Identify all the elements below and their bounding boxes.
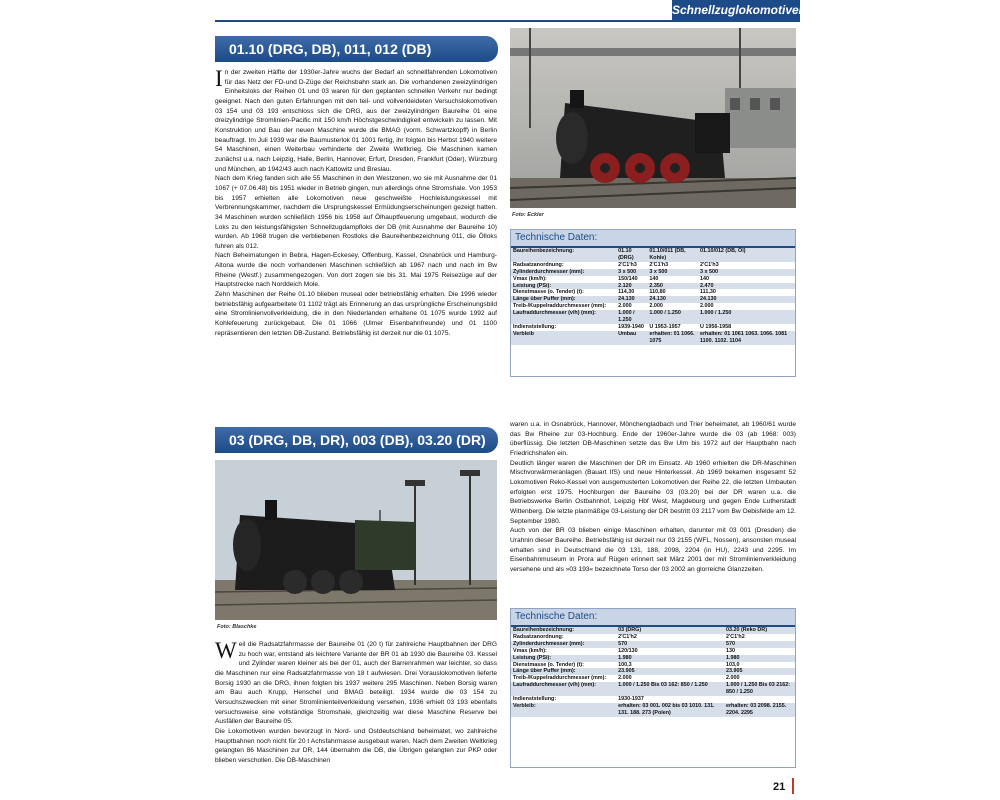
article2-title: 03 (DRG, DB, DR), 003 (DB), 03.20 (DR) [215,427,498,453]
table-label-cell: Verbleib: [511,703,616,717]
article2-para-2: Die Lokomotiven wurden bevorzugt in Nord- und Ostdeutschland beheimatet, wo zahlreiche Hauptbahnen noch nicht für 20 t Achsfahrmasse ausgebaut waren. Nach dem Zweiten Weltkrieg gelangten 86 Maschinen zur DR, 144 übernahm die DB, die Übrigen gelangten zur PKP oder blieben verschollen. Die DB-Maschinen [215,727,497,764]
table-value-cell: 01.10/011 (DB, Kohle) [647,248,698,262]
table-value-cell: 2'C1'h2 [616,634,724,641]
article2-text-right [510,420,796,575]
table-row [511,289,795,296]
table-label-cell: Länge über Puffer (mm): [511,296,616,303]
table-value-cell: 23.905 [724,668,795,675]
table-value-cell: 2'C1'h3 [698,262,795,269]
table-row [511,675,795,682]
table-value-cell: 3 x 500 [647,269,698,276]
page-number: 21 [773,781,786,793]
table-value-cell: 2.000 [647,303,698,310]
table-value-cell: 1.000 / 1.250 [616,310,647,324]
table-row [511,324,795,331]
table-row [511,648,795,655]
table-row [511,248,795,262]
article1-para-1: In der zweiten Hälfte der 1930er-Jahre wuchs der Bedarf an schnellfahrenden Lokomotiven für das Netz der FD-und D-Züge der Reichsbahn stark an. Die vorhandenen zweizylindrigen Einheitsloks der Reihen 01 und 03 waren für den geplanten schnellen Verkehr nur bedingt geeignet. Nach den guten Erfahrungen mit den teil- und vollverkleideten Versuchslokomotiven 03 154 und 03 193 entschloss sich die DRG, aus der zweizylindrigen Baureihe 01 eine dreizylindrige Stromlinien-Pacific mit 150 km/h Höchstgeschwindigkeit entwickeln zu lassen. Mit Konstruktion und Bau der neuen Maschine wurde die BMAG (vorm. Schwartzkopff) in Berlin beauftragt. Im Juli 1939 war die Baumusterlok 01 1001 fertig, ihr folgten bis Herbst 1940 weitere 54 Maschinen, einen Weiterbau verhinderte der Zweite Weltkrieg. Die Maschinen kamen zunächst u.a. nach Leipzig, Halle, Berlin, Hannover, Erfurt, Dresden, Frankfurt (Oder), Würzburg und München, ab 1942/43 auch nach Kattowitz und Breslau. [215,66,497,173]
table-value-cell: 2.470 [698,283,795,290]
table-row [511,703,795,717]
table-value-cell: 114,30 [616,289,647,296]
table-value-cell: 01.10/012 (DB, Öl) [698,248,795,262]
table-value-cell: 24.130 [616,296,647,303]
table-value-cell: U 1956-1958 [698,324,795,331]
photo-locomotive-03 [215,460,497,620]
dropcap-2: W [215,638,237,663]
tech-data-title-1: Technische Daten: [511,230,795,248]
table-label-cell: Treib-/Kuppelraddurchmesser (mm): [511,303,616,310]
table-label-cell: Zylinderdurchmesser (mm): [511,641,616,648]
table-value-cell: 1939-1940 [616,324,647,331]
table-row [511,627,795,634]
table-value-cell: 100,3 [616,662,724,669]
table-row [511,269,795,276]
table-value-cell: 1.000 / 1.250 [698,310,795,324]
table-value-cell: 2'C1'h3 [647,262,698,269]
dropcap: I [215,66,223,91]
table-label-cell: Vmax (km/h): [511,276,616,283]
photo2-caption: Foto: Blaschke [217,624,257,630]
table-value-cell: 1.980 [616,655,724,662]
table-label-cell: Laufraddurchmesser (v/h) (mm): [511,310,616,324]
table-value-cell: 2'C1'h2 [724,634,795,641]
article1-para-2: Nach dem Krieg fanden sich alle 55 Maschinen in den Westzonen, wo sie mit Ausnahme der 01 1067 (+ 07.06.48) bis 1951 wieder in Betrieb gingen, nun allerdings ohne Stromshale. Von 1953 bis 1957 erhielten alle Lokomotiven neue geschweißte Hochleistungskessel mit Verbrennungskammer, nachdem die Ursprungskessel Ermüdungserscheinungen gezeigt hatten. 34 Maschinen wurden schließlich 1956 bis 1958 auf Ölhauptfeuerung umgebaut, wodurch die Loks zu den leistungsfähigsten Schnellzugdampfloks der DB (mit Ausnahme der Baureihe 10) wurden. Ab 1968 trugen die verbliebenen Rostloks die Baureihenbezeichnung 011, die Ölloks fuhren als 012. [215,175,497,250]
table-row [511,310,795,324]
table-value-cell: 03 (DRG) [616,627,724,634]
section-header: Schnellzuglokomotiven [672,0,800,20]
table-value-cell: Umbau [616,331,647,345]
tech-data-grid-1 [511,248,795,345]
page-number-bar [792,778,794,794]
table-value-cell [724,696,795,703]
table-value-cell: 120/130 [616,648,724,655]
header-rule [215,20,800,22]
table-label-cell: Verbleib [511,331,616,345]
table-row [511,303,795,310]
table-value-cell: 1930-1937 [616,696,724,703]
table-value-cell: 111,30 [698,289,795,296]
table-value-cell: 2.000 [724,675,795,682]
table-label-cell: Dienstmasse (o. Tender) (t): [511,662,616,669]
table-row [511,634,795,641]
table-row [511,662,795,669]
tech-data-title-2: Technische Daten: [511,609,795,627]
table-label-cell: Baureihenbezeichnung: [511,627,616,634]
table-label-cell: Radsatzanordnung: [511,262,616,269]
table-value-cell: 140 [698,276,795,283]
table-value-cell: 570 [616,641,724,648]
table-label-cell: Länge über Puffer (mm): [511,668,616,675]
table-row [511,296,795,303]
table-label-cell: Leistung (PSi): [511,283,616,290]
table-value-cell: erhalten: 03 001. 002 bis 03 1010. 131. 131. 188. 273 (Polen) [616,703,724,717]
table-label-cell: Radsatzanordnung: [511,634,616,641]
table-row [511,331,795,345]
article2-para-4: Deutlich länger waren die Maschinen der DR im Einsatz. Ab 1960 erhielten die DR-Maschinen Mischvorwärmeranlagen (Bauart IfS) und neue Hinterkessel. Ab 1969 bekamen insgesamt 52 Lokomotiven Reko-Kessel von ausgemusterten Lokomotiven der Reihe 22, die letzten Umbauten erfolgten erst 1975. Hochburgen der Baureihe 03 (03.20) bei der DR waren u.a. die Betriebswerke Berlin Ostbahnhof, Leipzig Hbf West, Magdeburg und gegen Ende Lutherstadt Wittenberg. Die letzte planmäßige 03-Leistung der DR bestritt 03 2117 vom Bw Oebisfelde am 12. September 1980. [510,459,796,525]
table-value-cell: 1.000 / 1.250 Bis 03 2162: 850 / 1.250 [724,682,795,696]
table-value-cell: 23.905 [616,668,724,675]
table-label-cell: Dienstmasse (o. Tender) (t): [511,289,616,296]
table-value-cell: U 1953-1957 [647,324,698,331]
article1-para-3: Nach Beheimatungen in Bebra, Hagen-Eckesey, Offenburg, Kassel, Osnabrück und Hamburg-Altona wurde die noch vorhandenen Maschinen schließlich ab 1967 nach und nach im Bw Rheine (Westf.) zusammengezogen. Von dort zogen sie bis 31. Mai 1975 Reisezüge auf der Hauptstrecke nach Norddeich Mole. [215,252,497,289]
article1-para-4: Zehn Maschinen der Reihe 01.10 blieben museal oder betriebsfähig erhalten. Die 1996 wieder betriebsfähig aufgearbeitete 01 1102 trägt als Erinnerung an das ursprüngliche Erscheinungsbild eine Stromlinienvollverkleidung, die in den Niederlanden erhaltene 01 1075 wurde 1992 auf Kohlefeuerung zurückgebaut. Die 01 1066 (Ulmer Eisenbahnfreunde) und 01 1100 repräsentieren den letzten DB-Zustand. Betriebsfähig ist derzeit nur die 01 1075. [215,291,497,337]
table-value-cell: 2'C1'h3 [616,262,647,269]
photo1-caption: Foto: Eckler [512,212,544,218]
table-value-cell: 24.130 [647,296,698,303]
table-row [511,283,795,290]
table-value-cell: 2.000 [698,303,795,310]
table-label-cell: Laufraddurchmesser (v/h) (mm): [511,682,616,696]
table-label-cell: Baureihenbezeichnung: [511,248,616,262]
table-value-cell: 2.000 [616,675,724,682]
article2-para-5: Auch von der BR 03 blieben einige Maschinen erhalten, darunter mit 03 001 (Dresden) die Urahnin dieser Baureihe. Betriebsfähig ist derzeit nur 03 2155 (WFL, Nossen), ansonsten museal erhalten sind in Deutschland die 03 131, 188, 2098, 2204 (in HU), 2243 und 2295. Im Eisenbahnmuseum in Prora auf Rügen erinnert seit März 2001 der mit Stromlinienverkleidung versehene und als »03 193« bezeichnete Torso der 03 2002 an glorreiche Glanzzeiten. [510,527,796,573]
table-value-cell: erhalten: 01 1066. 1075 [647,331,698,345]
table-label-cell: Indienststellung: [511,324,616,331]
table-row [511,696,795,703]
table-label-cell: Leistung (PSi): [511,655,616,662]
table-label-cell: Treib-/Kuppelraddurchmesser (mm): [511,675,616,682]
table-value-cell: erhalten: 03 2098. 2155. 2204. 2295 [724,703,795,717]
tech-data-table-2 [510,608,796,768]
table-label-cell: Indienststellung: [511,696,616,703]
table-value-cell: 3 x 500 [616,269,647,276]
table-value-cell: 140 [647,276,698,283]
table-value-cell: 03.20 (Reko DR) [724,627,795,634]
table-row [511,276,795,283]
article2-para-3: waren u.a. in Osnabrück, Hannover, Mönchengladbach und Trier beheimatet, ab 1960/61 wurde das Bw Rheine zur 03-Hochburg. Ende der 1960er-Jahre wurde die 03 (ab 1968: 003) überflüssig. Die letzten DB-Maschinen setzte das Bw Ulm bis 1972 auf der Hauptbahn nach Friedrichshafen ein. [510,421,796,457]
table-value-cell: 2.000 [616,303,647,310]
table-value-cell: erhalten: 01 1061 1063. 1066. 1081 1100. 1102. 1104 [698,331,795,345]
table-value-cell: 1.000 / 1.250 Bis 03 162: 850 / 1.250 [616,682,724,696]
table-label-cell: Zylinderdurchmesser (mm): [511,269,616,276]
table-value-cell: 110,80 [647,289,698,296]
article2-para-1: Weil die Radsatzfahrmasse der Baureihe 01 (20 t) für zahlreiche Hauptbahnen der DRG zu hoch war, entstand als leichtere Variante der BR 01 ab 1930 die Baureihe 03. Kessel und Zylinder waren kleiner als bei der 01, auch der Barrenrahmen war leichter, so dass die Maschinen nur eine Radsatzfahrmasse von 18 t aufwiesen. Drei Vorauslokomotiven lieferte Borsig 1930 an die DRG, ihnen folgten bis 1937 weitere 295 Maschinen. Neben Borsig waren am Bau auch Krupp, Henschel und BMAG beteiligt. 1934 wurde die 03 154 zu Versuchszwecken mit einer Stromlinienteilverkleidung versehen, 1936 erhielt 03 193 ebenfalls versuchsweise eine vollständige Stromshale, gleichzeitig war diese Maschine Reserve bei Ausfällen der Baureihe 05. [215,638,497,726]
article1-title: 01.10 (DRG, DB), 011, 012 (DB) [215,36,498,62]
table-row [511,682,795,696]
table-row [511,262,795,269]
photo-locomotive-01-10 [510,28,796,208]
article2-text-left [215,640,497,766]
table-value-cell: 2.350 [647,283,698,290]
table-value-cell: 1.980 [724,655,795,662]
table-value-cell: 130 [724,648,795,655]
table-value-cell: 01.10 (DRG) [616,248,647,262]
table-value-cell: 2.120 [616,283,647,290]
table-value-cell: 103,0 [724,662,795,669]
table-value-cell: 3 x 500 [698,269,795,276]
table-row [511,641,795,648]
table-value-cell: 1.000 / 1.250 [647,310,698,324]
table-row [511,655,795,662]
table-value-cell: 150/140 [616,276,647,283]
table-label-cell: Vmax (km/h): [511,648,616,655]
table-value-cell: 24.130 [698,296,795,303]
tech-data-table-1 [510,229,796,377]
tech-data-grid-2 [511,627,795,717]
table-value-cell: 570 [724,641,795,648]
table-row [511,668,795,675]
article1-text [215,68,497,338]
